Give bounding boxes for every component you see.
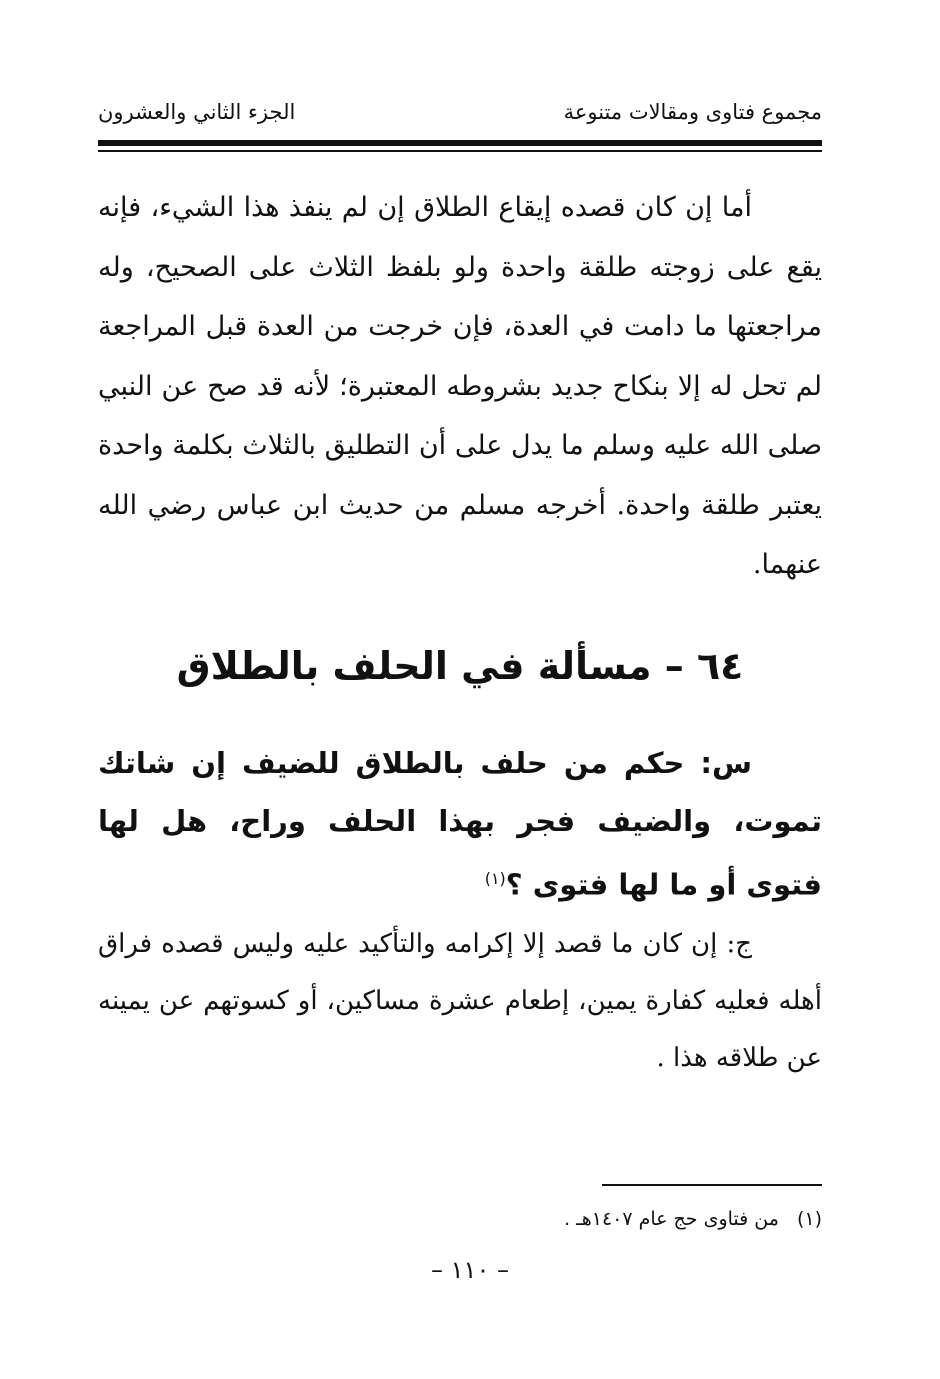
question-block: [98, 734, 822, 914]
running-header: [98, 100, 822, 136]
answer-block: [98, 916, 822, 1087]
book-title: مجموع فتاوى ومقالات متنوعة: [563, 100, 822, 124]
footnote-reference[interactable]: (١): [484, 869, 506, 888]
footnote: [322, 1204, 822, 1234]
volume-label: الجزء الثاني والعشرون: [98, 100, 296, 124]
answer-paragraph: ج: إن كان ما قصد إلا إكرامه والتأكيد عليه وليس قصده فراق أهله فعليه كفارة يمين، إطعام عشرة مساكين، أو كسوتهم عن يمينه عن طلاقه هذا .: [98, 929, 822, 1073]
question-paragraph: [98, 734, 822, 914]
section-heading: ٦٤ – مسألة في الحلف بالطلاق: [176, 644, 744, 688]
footnote-separator: [602, 1184, 822, 1186]
question-text: س: حكم من حلف بالطلاق للضيف إن شاتك تموت، والضيف فجر بهذا الحلف وراح، هل لها فتوى أو ما لها فتوى ؟: [98, 746, 822, 902]
body-paragraph: أما إن كان قصده إيقاع الطلاق إن لم ينفذ هذا الشيء، فإنه يقع على زوجته طلقة واحدة ولو بلفظ الثلاث على الصحيح، وله مراجعتها ما دامت في العدة، فإن خرجت من العدة قبل المراجعة لم تحل له إلا بنكاح جديد بشروطه المعتبرة؛ لأنه قد صح عن النبي صلى الله عليه وسلم ما يدل على أن التطليق بالثلاث بكلمة واحدة يعتبر طلقة واحدة. أخرجه مسلم من حديث ابن عباس رضي الله عنهما.: [98, 192, 822, 580]
header-rule-thin: [98, 150, 822, 152]
body-text: [98, 178, 822, 595]
header-rule-thick: [98, 140, 822, 146]
footnote-number: (١): [796, 1208, 822, 1230]
page-number: – ١١٠ –: [431, 1256, 509, 1284]
footnote-text: من فتاوى حج عام ١٤٠٧هـ .: [564, 1208, 779, 1230]
